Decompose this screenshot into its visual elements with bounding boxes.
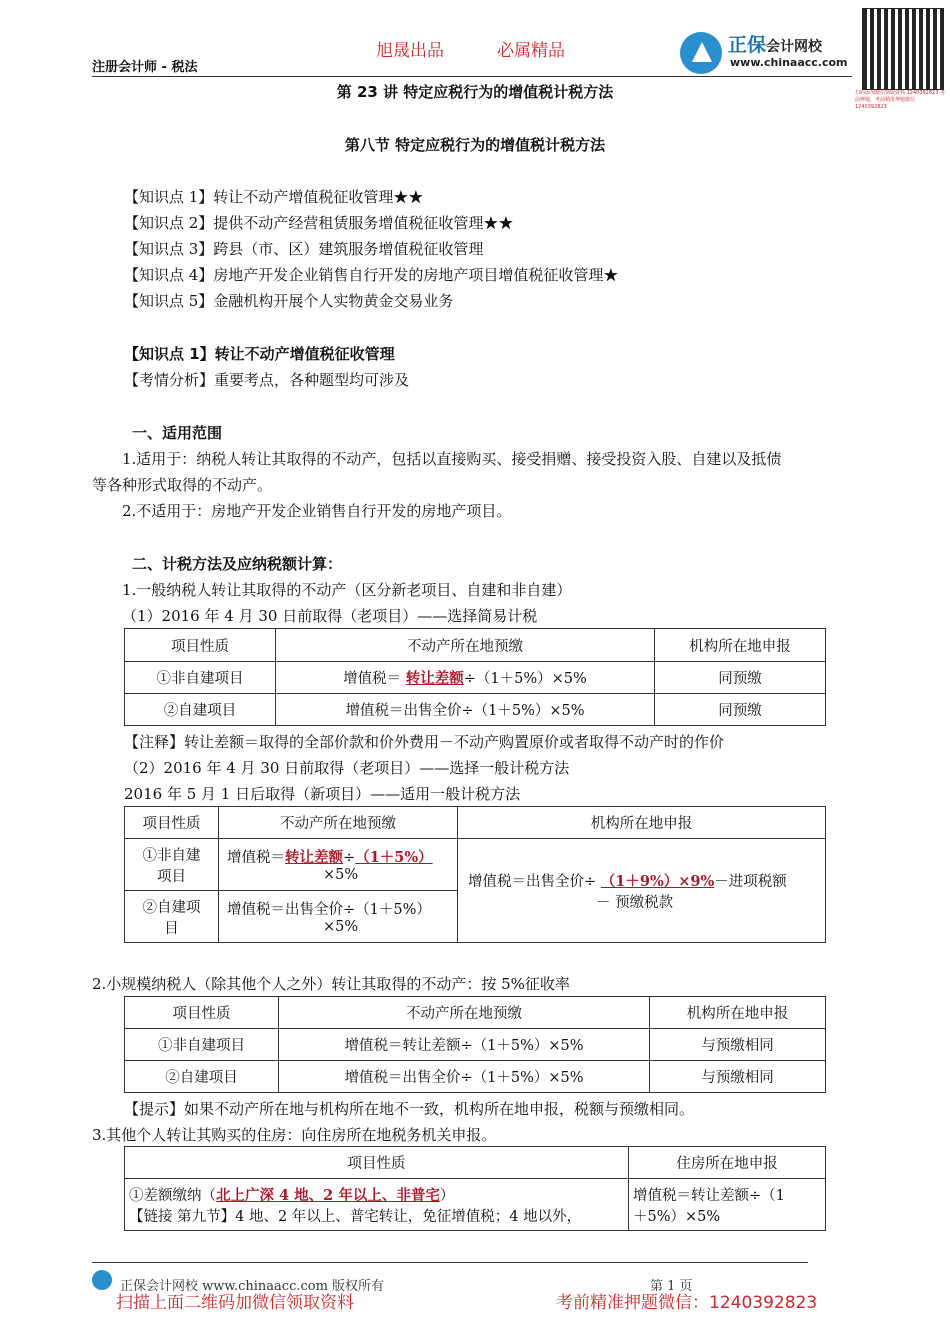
qr-note: 扫码添加微信领取资料 1240392823 考前押题，考前精准押题微信 1240392823 [855,90,945,110]
footer-page-number: 第 1 页 [650,1279,693,1294]
scope-2: 2.不适用于：房地产开发企业销售自行开发的房地产项目。 [122,502,512,520]
table-header: 不动产所在地预缴 [219,807,458,839]
calc-1-3: 2016 年 5 月 1 日后取得（新项目）——适用一般计税方法 [124,785,521,803]
lecture-title: 第 23 讲 特定应税行为的增值税计税方法 [336,83,614,101]
calc-1-2: （2）2016 年 4 月 30 日前取得（老项目）——选择一般计税方法 [124,759,570,777]
table-header: 不动产所在地预缴 [276,629,655,662]
footer-right-ad[interactable]: 考前精准押题微信：1240392823 [556,1293,818,1313]
table-header: 不动产所在地预缴 [279,997,650,1029]
table-general [124,806,826,943]
kp1-heading: 【知识点 1】转让不动产增值税征收管理 [124,345,395,363]
table-row: ②自建项目 增值税＝出售全价÷（1＋5%）×5% 同预缴 [125,694,826,726]
footer-logo-icon [92,1270,112,1290]
table-row: ②自建项 目 增值税＝出售全价÷（1＋5%） ×5% [125,891,826,943]
table-header: 机构所在地申报 [458,807,826,839]
calc-2: 2.小规模纳税人（除其他个人之外）转让其取得的不动产：按 5%征收率 [92,975,570,993]
footer-left-ad[interactable]: 扫描上面二维码加微信领取资料 [116,1293,354,1313]
table-row: ①差额缴纳（北上广深 4 地、2 年以上、非普宅） 【链接 第九节】4 地、2 年以上、普宅转让，免征增值税；4 地以外， 增值税＝转让差额÷（1 ＋5%）×5% [125,1179,826,1231]
slogan-right: 必属精品 [497,41,565,61]
brand-logo[interactable] [680,28,860,78]
footer-copyright: 正保会计网校 www.chinaacc.com 版权所有 [120,1279,385,1294]
scope-heading: 一、适用范围 [132,424,223,442]
section-title: 第八节 特定应税行为的增值税计税方法 [344,136,606,154]
footer-divider [92,1262,808,1263]
kp1-analysis: 【考情分析】重要考点，各种题型均可涉及 [124,371,410,389]
table-header: 项目性质 [125,1147,629,1179]
scope-1a: 1.适用于：纳税人转让其取得的不动产，包括以直接购买、接受捐赠、接受投资入股、自建以及抵债 [122,450,782,468]
logo-icon [680,32,722,74]
table-header: 项目性质 [125,629,276,662]
table-small-scale [124,996,826,1093]
table-header: 机构所在地申报 [655,629,826,662]
table-individual [124,1146,826,1231]
knowledge-point-5: 【知识点 5】金融机构开展个人实物黄金交易业务 [124,292,454,310]
calc-heading: 二、计税方法及应纳税额计算： [132,555,343,573]
knowledge-point-2: 【知识点 2】提供不动产经营租赁服务增值税征收管理★★ [124,214,514,232]
table-row: ①非自建项目 增值税＝转让差额÷（1＋5%）×5% 与预缴相同 [125,1029,826,1061]
calc-1: 1.一般纳税人转让其取得的不动产（区分新老项目、自建和非自建） [122,581,572,599]
table-row: ①非自建项目 增值税＝ 转让差额÷（1＋5%）×5% 同预缴 [125,662,826,694]
table-header: 项目性质 [125,997,279,1029]
knowledge-point-4: 【知识点 4】房地产开发企业销售自行开发的房地产项目增值税征收管理★ [124,266,619,284]
knowledge-point-3: 【知识点 3】跨县（市、区）建筑服务增值税征收管理 [124,240,484,258]
slogan-left: 旭晟出品 [376,41,444,61]
logo-sub: 会计网校 [766,39,823,55]
calc-3: 3.其他个人转让其购买的住房：向住房所在地税务机关申报。 [92,1126,497,1144]
knowledge-point-1: 【知识点 1】转让不动产增值税征收管理★★ [124,188,424,206]
note-1: 【注释】转让差额＝取得的全部价款和价外费用－不动产购置原价或者取得不动产时的作价 [124,733,725,751]
header-divider [92,76,852,77]
course-name: 注册会计师 - 税法 [92,60,198,75]
logo-name: 正保 [728,34,767,56]
table-row: ②自建项目 增值税＝出售全价÷（1＋5%）×5% 与预缴相同 [125,1061,826,1093]
tip: 【提示】如果不动产所在地与机构所在地不一致，机构所在地申报，税额与预缴相同。 [124,1100,695,1118]
calc-1-1: （1）2016 年 4 月 30 日前取得（老项目）——选择简易计税 [122,607,538,625]
table-header: 住房所在地申报 [629,1147,826,1179]
logo-url: www.chinaacc.com [730,56,848,69]
table-row: ①非自建 项目 增值税＝转让差额÷（1＋5%） ×5% 增值税＝出售全价÷ （1＋9%）×9%－进项税额 － 预缴税款 [125,839,826,891]
table-header: 机构所在地申报 [650,997,826,1029]
scope-1b: 等各种形式取得的不动产。 [92,476,273,494]
qr-code-icon[interactable] [862,8,944,90]
table-old-simple [124,628,826,726]
table-header: 项目性质 [125,807,219,839]
